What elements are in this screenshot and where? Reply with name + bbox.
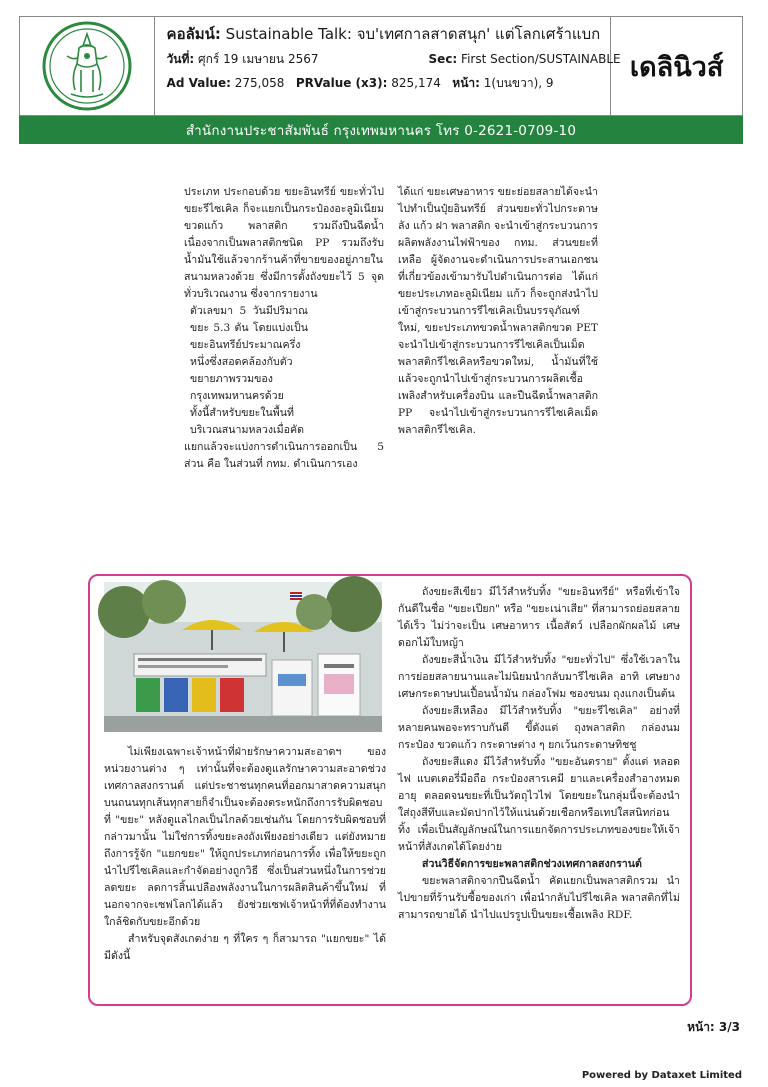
article-column-left	[184, 184, 384, 473]
red-bin-para: ถังขยะสีแดง มีไว้สำหรับทิ้ง "ขยะอันตราย" ตั้งแต่ หลอดไฟ แบตเตอรี่มือถือ กระป๋องสารเคมี ยาและเครื่องสำอางหมดอายุ ตลอดจนขยะที่เป็นวัตถุไวไฟ โดยขยะในกลุ่มนี้จะต้องนำใส่ถุงสีทึบและมัดปากไว้ให้แน่นด้วยเชือกหรือเทปใสสนิทก่อนทิ้ง เพื่อเป็นสัญลักษณ์ในการแยกจัดการประเภทของขยะให้เจ้าหน้าที่สังเกตได้โดยง่าย	[398, 756, 680, 853]
pr-value: 825,174	[387, 76, 441, 90]
sec-label: Sec:	[428, 52, 458, 66]
article-right-para: ได้แก่ ขยะเศษอาหาร ขยะย่อยสลายได้จะนำไปทำเป็นปุ๋ยอินทรีย์ ส่วนขยะทั่วไปกระดาษลัง แก้ว ฝา พลาสติก จะนำเข้าสู่กระบวนการผลิตพลังงานไฟฟ้าของ กทม. ส่วนขยะที่เหลือ ผู้จัดงานจะดำเนินการประสานเอกชนที่เกี่ยวข้องเข้ามารับไปดำเนินการต่อ ได้แก่ ขยะประเภทอะลูมิเนียม แก้ว ก็จะถูกส่งนำไปเข้าสู่กระบวนการรีไซเคิลเป็นบรรจุภัณฑ์ใหม่, ขยะประเภทขวดน้ำพลาสติกขวด PET จะนำไปเข้าสู่กระบวนการรีไซเคิลเป็นเม็ดพลาสติกรีไซเคิลหรือขวดใหม่, น้ำมันที่ใช้แล้วจะถูกนำไปเข้าสู่กระบวนการผลิตเชื้อเพลิงสำหรับเครื่องบิน และปืนฉีดน้ำพลาสติก PP จะนำไปเข้าสู่กระบวนการรีไซเคิลเม็ดพลาสติกรีไซเคิล.	[398, 186, 598, 436]
powered-by: Powered by Dataxet Limited	[581, 1070, 742, 1081]
meta-box	[155, 17, 621, 115]
agency-contact-bar: สำนักงานประชาสัมพันธ์ กรุงเทพมหานคร โทร 0-2621-0709-10	[19, 116, 743, 144]
ad-value: 275,058	[230, 76, 285, 90]
green-bin-para: ถังขยะสีเขียว มีไว้สำหรับทิ้ง "ขยะอินทรีย์" หรือที่เข้าใจกันดีในชื่อ "ขยะเปียก" หรือ "ขยะเน่าเสีย" ที่สามารถย่อยสลายได้เร็ว ไม่ว่าจะเป็น เศษอาหาร เนื้อสัตว์ เปลือกผักผลไม้ เศษดอกไม้ใบหญ้า	[398, 586, 680, 649]
article-left-para-2: ตัวเลขมา 5 วันมีปริมาณขยะ 5.3 ตัน โดยแบ่งเป็นขยะอินทรีย์ประมาณครึ่งหนึ่งซึ่งสอดคล้องกับตัวขยายภาพรวมของกรุงเทพมหานครด้วย	[190, 305, 308, 402]
plastic-handling-heading: ส่วนวิธีจัดการขยะพลาสติกช่วงเทศกาลสงกรานต์	[422, 858, 642, 870]
waste-station-photo-illustration	[104, 582, 382, 732]
article-left-para-4: แยกแล้วจะแบ่งการดำเนินการออกเป็น 5 ส่วน คือ ในส่วนที่ กทม. ดำเนินการเอง	[184, 441, 384, 470]
yellow-bin-para: ถังขยะสีเหลือง มีไว้สำหรับทิ้ง "ขยะรีไซเคิล" อย่างที่หลายคนพอจะทราบกันดี ขี้ดังแต่ ถุงพลาสติก กล่องนม กระป๋อง ขวดแก้ว กระดาษต่าง ๆ ยกเว้นกระดาษทิชชู	[398, 705, 680, 751]
page-number: หน้า: 3/3	[687, 1020, 740, 1034]
box-left-para-1: ไม่เพียงเฉพาะเจ้าหน้าที่ฝ่ายรักษาความสะอาดฯ ของหน่วยงานต่าง ๆ เท่านั้นที่จะต้องดูแลรักษาความสะอาดช่วงเทศกาลสงกรานต์ แต่ประชาชนทุกคนที่ออกมาสาดความสนุกบนถนนทุกเส้นทุกสายก็จำเป็นจะต้องตระหนักถึงการรับผิดชอบที่ "ขยะ" หลังดูแลไกลเป็นไกลด้วยเช่นกัน โดยการรับผิดชอบที่กล่าวมานั้น ไม่ใช่การทิ้งขยะลงถังเพียงอย่างเดียว แต่ยังหมายถึงการรู้จัก "แยกขยะ" ให้ถูกประเภทก่อนการทิ้ง เพื่อให้ขยะถูกนำไปรีไซเคิลและกำจัดอย่างถูกวิธี ซึ่งเป็นส่วนหนึ่งในการช่วยลดขยะ ลดการสิ้นเปลืองพลังงานในการผลิตสินค้าขึ้นใหม่ ที่นอกจากจะเซฟโลกได้แล้ว ยังช่วยเซฟเจ้าหน้าที่ที่ต้องทำงานใกล้ชิดกับขยะอีกด้วย	[104, 746, 386, 928]
date-line	[166, 49, 621, 69]
page-label: หน้า:	[452, 76, 480, 90]
ad-label: Ad Value:	[166, 76, 231, 90]
date-label: วันที่:	[166, 52, 195, 66]
clipping-header	[19, 16, 743, 116]
plastic-handling-para: ขยะพลาสติกจากปืนฉีดน้ำ คัดแยกเป็นพลาสติกรวม นำไปขายที่ร้านรับซื้อของเก่า เพื่อนำกลับไปรีไซเคิล พลาสติกที่ไม่สามารถขายได้ นำไปแปรรูปเป็นขยะเชื้อเพลิง RDF.	[398, 875, 680, 921]
date-value: ศุกร์ 19 เมษายน 2567	[194, 52, 319, 66]
page-value: 1(บนขวา), 9	[479, 76, 554, 90]
bangkok-seal-icon	[41, 20, 133, 112]
column-label: คอลัมน์:	[166, 25, 221, 43]
article-left-para-1: ประเภท ประกอบด้วย ขยะอินทรีย์ ขยะทั่วไป ขยะรีไซเคิล ก็จะแยกเป็นกระป๋องอะลูมิเนียม ขวดแก้ว พลาสติก รวมถึงปืนฉีดน้ำ เนื่องจากเป็นพลาสติกชนิด PP รวมถึงรับน้ำมันใช้แล้วจากร้านค้าที่ขายของอยู่ภายในสนามหลวงด้วย ซึ่งมีการตั้งถังขยะไว้ 5 จุดทั่วบริเวณงาน ซึ่งจากรายงาน	[184, 186, 384, 300]
column-title-line	[167, 23, 601, 45]
sec-value: First Section/SUSTAINABLE	[457, 52, 621, 66]
column-title: Sustainable Talk: จบ'เทศกาลสาดสนุก' แต่โลกเศร้าแบก	[220, 25, 601, 43]
publication-brand: เดลินิวส์	[629, 51, 724, 83]
box-column-left	[104, 744, 386, 965]
blue-bin-para: ถังขยะสีน้ำเงิน มีไว้สำหรับทิ้ง "ขยะทั่วไป" ซึ่งใช้เวลาในการย่อยสลายนานและไม่นิยมนำกลับมารีไซเคิล อาทิ เศษยาง เศษกระดาษปนเปื้อนน้ำมัน กล่องโฟม ซองขนม ถุงแกงเป็นต้น	[398, 654, 680, 700]
event-photo	[104, 582, 382, 732]
article-column-right	[398, 184, 598, 439]
article-left-para-3: ทั้งนี้สำหรับขยะในพื้นที่บริเวณสนามหลวงเมื่อคัด	[190, 407, 304, 436]
ad-line	[167, 73, 601, 93]
box-column-right	[398, 584, 680, 924]
section-info	[429, 49, 621, 69]
box-left-para-2: สำหรับจุดสังเกตง่าย ๆ ที่ใคร ๆ ก็สามารถ "แยกขยะ" ได้ มีดังนี้	[104, 933, 386, 962]
pr-label: PRValue (x3):	[295, 76, 388, 90]
logo-box	[20, 17, 155, 115]
